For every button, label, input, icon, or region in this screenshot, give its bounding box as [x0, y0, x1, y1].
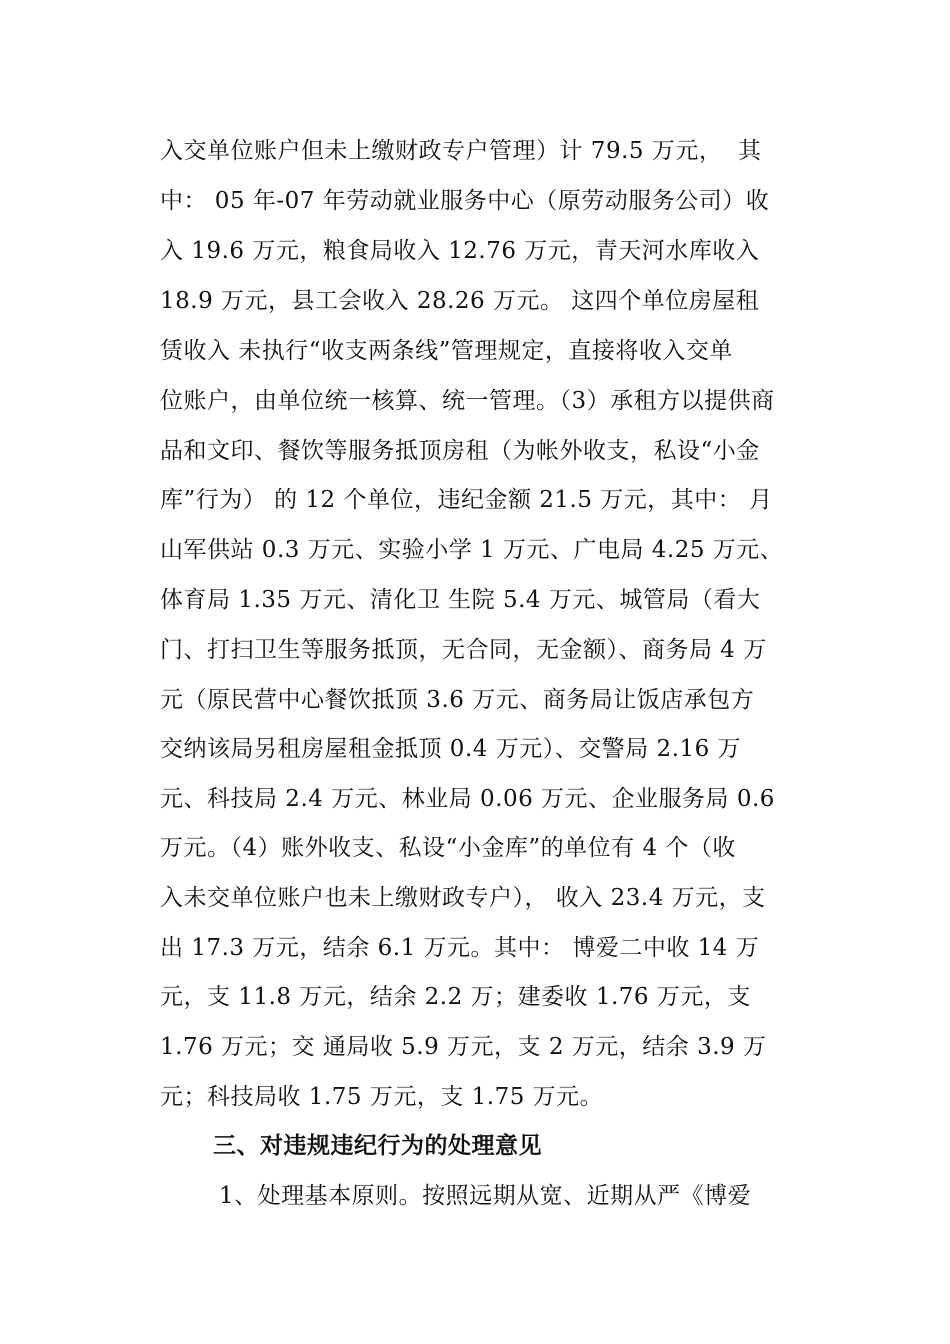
body-line: 元；科技局收 1.75 万元，支 1.75 万元。 [160, 1084, 604, 1110]
body-line: 万元。（4）账外收支、私设“小金库”的单位有 4 个（收 [160, 835, 736, 861]
body-line: 山军供站 0.3 万元、实验小学 1 万元、广电局 4.25 万元、 [160, 537, 784, 563]
body-line: 中： 05 年-07 年劳动就业服务中心（原劳动服务公司）收 [160, 188, 770, 214]
body-line: 元（原民营中心餐饮抵顶 3.6 万元、商务局让饭店承包方 [160, 687, 755, 713]
body-line: 门、打扫卫生等服务抵顶，无合同，无金额）、商务局 4 万 [160, 637, 767, 663]
body-line: 位账户，由单位统一核算、统一管理。（3）承租方以提供商 [160, 388, 775, 414]
body-line: 库”行为） 的 12 个单位，违纪金额 21.5 万元，其中： 月 [160, 487, 773, 513]
section-paragraph: 1、处理基本原则。按照远期从宽、近期从严《博爱 [219, 1183, 752, 1209]
body-line: 18.9 万元，县工会收入 28.26 万元。 这四个单位房屋租 [160, 288, 760, 314]
section-heading: 三、对违规违纪行为的处理意见 [213, 1132, 542, 1159]
body-line: 元、科技局 2.4 万元、林业局 0.06 万元、企业服务局 0.6 [160, 786, 775, 812]
body-line: 体育局 1.35 万元、清化卫 生院 5.4 万元、城管局（看大 [160, 587, 761, 613]
body-line: 入交单位账户但未上缴财政专户管理）计 79.5 万元， 其 [160, 138, 762, 164]
body-line: 出 17.3 万元，结余 6.1 万元。其中： 博爱二中收 14 万 [160, 935, 760, 961]
body-line: 交纳该局另租房屋租金抵顶 0.4 万元）、交警局 2.16 万 [160, 736, 742, 762]
body-line: 赁收入 未执行“收支两条线”管理规定，直接将收入交单 [160, 338, 733, 364]
body-line: 元，支 11.8 万元，结余 2.2 万；建委收 1.76 万元，支 [160, 984, 751, 1010]
body-line: 品和文印、餐饮等服务抵顶房租（为帐外收支，私设“小金 [160, 438, 760, 464]
body-line: 1.76 万元；交 通局收 5.9 万元，支 2 万元，结余 3.9 万 [160, 1034, 767, 1060]
body-line: 入 19.6 万元，粮食局收入 12.76 万元，青天河水库收入 [160, 238, 760, 264]
body-line: 入未交单位账户也未上缴财政专户）， 收入 23.4 万元，支 [160, 885, 766, 911]
